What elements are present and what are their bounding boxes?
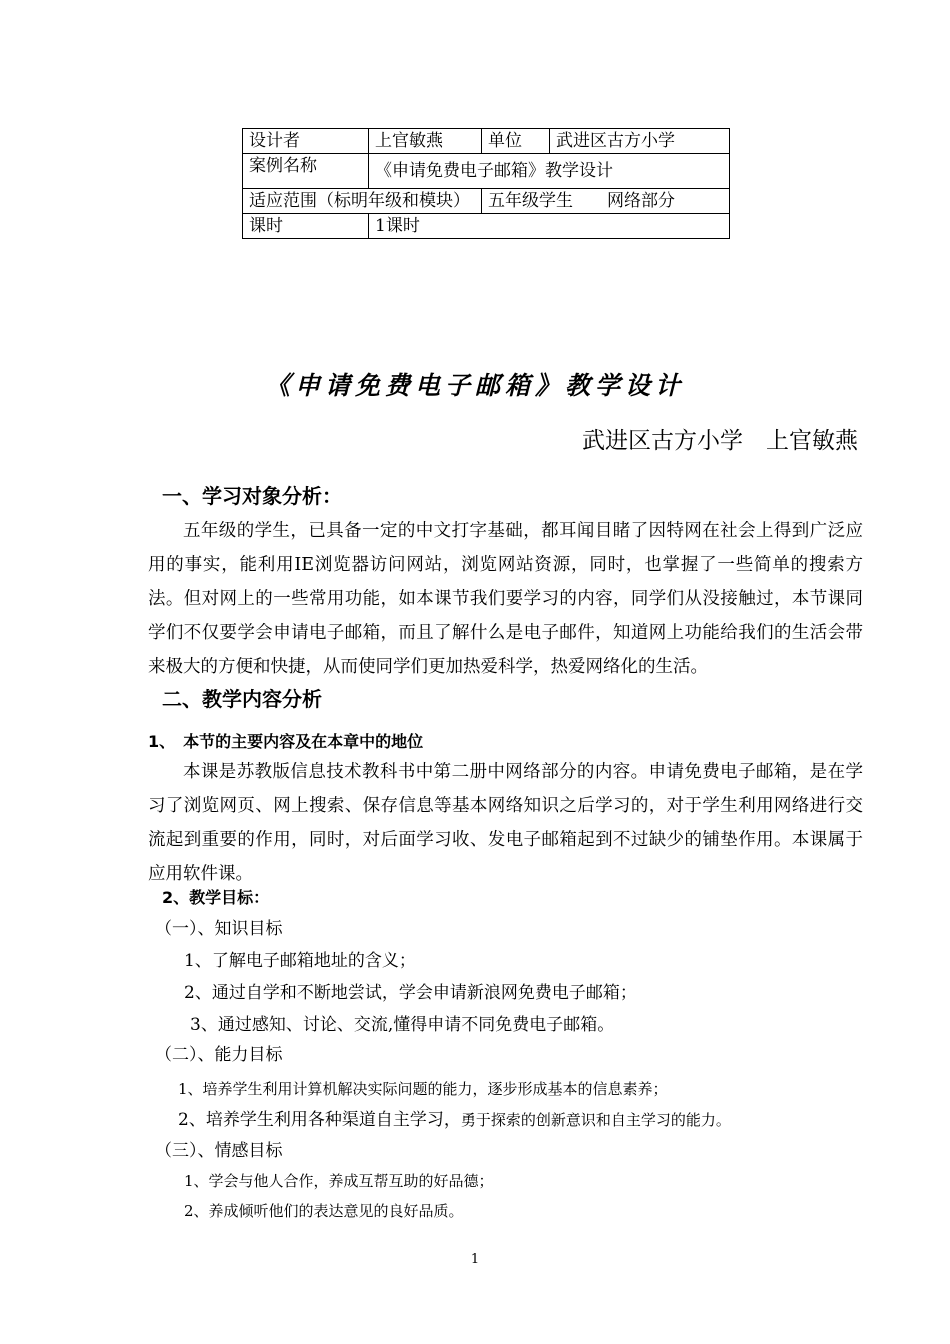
sub2-heading: 2、教学目标： (162, 888, 270, 907)
byline: 武进区古方小学 上官敏燕 (582, 428, 858, 454)
sub1-body: 本课是苏教版信息技术教科书中第二册中网络部分的内容。申请免费电子邮箱，是在学习了浏览网页、网上搜索、保存信息等基本网络知识之后学习的，对于学生利用网络进行交流起到重要的作用，同时，对后面学习收、发电子邮箱起到不过缺少的铺垫作用。本课属于应用软件课。 (148, 762, 863, 884)
unit-value: 武进区古方小学 (550, 129, 730, 154)
page-number: 1 (470, 1252, 480, 1267)
goal1-item: 2、通过自学和不断地尝试，学会申请新浪网免费电子邮箱； (184, 983, 637, 1003)
section1-heading: 一、学习对象分析： (162, 484, 342, 508)
unit-label: 单位 (482, 129, 550, 154)
goal3-item: 2、养成倾听他们的表达意见的良好品质。 (184, 1202, 464, 1220)
goal2-item-part: 勇于探索的创新意识和自主学习的能力。 (460, 1111, 731, 1129)
scope-label: 适应范围（标明年级和模块） (243, 189, 482, 214)
info-table (242, 128, 730, 239)
goal1-heading: （一）、知识目标 (155, 919, 283, 939)
goal3-heading: （三）、情感目标 (155, 1141, 283, 1161)
scope-value: 五年级学生 网络部分 (482, 189, 730, 214)
hours-label: 课时 (243, 214, 369, 239)
goal2-heading: （二）、能力目标 (155, 1045, 283, 1065)
case-name-value: 《申请免费电子邮箱》教学设计 (369, 154, 730, 189)
hours-value: 1课时 (369, 214, 730, 239)
designer-label: 设计者 (243, 129, 369, 154)
goal1-item: 3、通过感知、讨论、交流,懂得申请不同免费电子邮箱。 (190, 1015, 615, 1035)
page-title: 《申请免费电子邮箱》教学设计 (264, 371, 685, 400)
goal2-item-part: 2、培养学生利用各种渠道自主学习， (178, 1110, 461, 1130)
goal3-item: 1、学会与他人合作，养成互帮互助的好品德； (184, 1172, 494, 1190)
designer-value: 上官敏燕 (369, 129, 482, 154)
section1-body: 五年级的学生，已具备一定的中文打字基础，都耳闻目睹了因特网在社会上得到广泛应用的事实，能利用IE浏览器访问网站，浏览网站资源，同时，也掌握了一些简单的搜索方法。但对网上的一些常用功能，如本课节我们要学习的内容，同学们从没接触过，本节课同学们不仅要学会申请电子邮箱，而且了解什么是电子邮件，知道网上功能给我们的生活会带来极大的方便和快捷，从而使同学们更加热爱科学，热爱网络化的生活。 (148, 521, 863, 677)
section2-heading: 二、教学内容分析 (162, 687, 322, 711)
goal2-item: 1、培养学生利用计算机解决实际问题的能力，逐步形成基本的信息素养； (178, 1080, 668, 1098)
sub1-heading: 1、 本节的主要内容及在本章中的地位 (148, 732, 424, 751)
goal1-item: 1、了解电子邮箱地址的含义； (184, 951, 416, 971)
goal2-item (178, 1105, 731, 1130)
case-name-label: 案例名称 (243, 154, 369, 189)
